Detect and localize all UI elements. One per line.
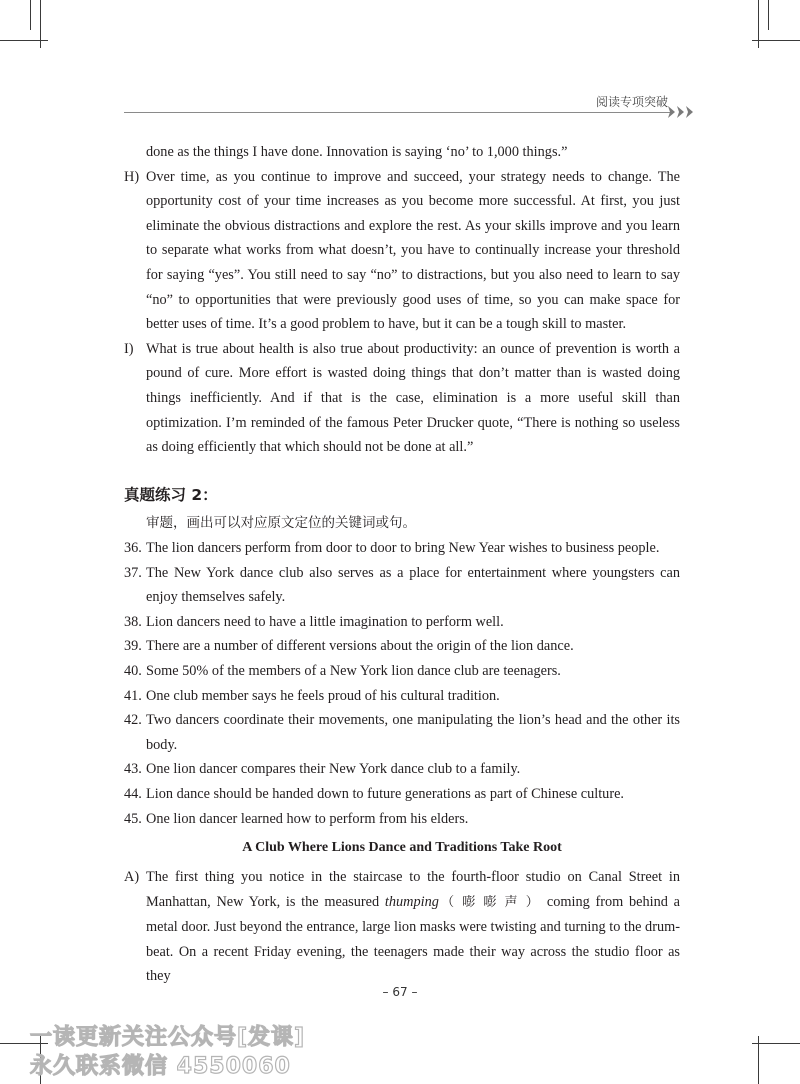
question-text: One lion dancer learned how to perform from his elders. — [146, 810, 469, 827]
question-item — [124, 610, 680, 635]
paragraph-text: What is true about health is also true about productivity: an ounce of prevention is worth a pound of cure. More effort is wasted doing things that don’t matter than is wasted doing things inefficiently. And if that is the case, elimination is a more useful skill than optimization. I’m reminded of the famous Peter Drucker quote, “There is nothing so useless as doing efficiently that which should not be done at all.” — [146, 340, 680, 456]
page-number: – 67 – — [382, 985, 418, 999]
crop-mark-bottom-right-h — [752, 1043, 800, 1044]
crop-mark-top-left-h — [0, 40, 48, 41]
question-item — [124, 659, 680, 684]
question-text: Lion dancers need to have a little imagination to perform well. — [146, 613, 504, 630]
question-text: Two dancers coordinate their movements, one manipulating the lion’s head and the other its body. — [146, 712, 680, 753]
paragraph-i — [124, 337, 680, 460]
passage-continuation — [124, 140, 680, 460]
italic-word: thumping — [384, 893, 439, 910]
header-rule — [124, 112, 672, 113]
paragraph-label: I) — [124, 340, 134, 357]
question-number: 37. — [124, 564, 142, 581]
watermark-line-2: 永久联系微信 4550060 — [30, 1054, 291, 1079]
question-item — [124, 708, 680, 757]
passage-intro-line: done as the things I have done. Innovation is saying ‘no’ to 1,000 things.” — [146, 144, 568, 160]
question-number: 43. — [124, 761, 142, 778]
question-text: Some 50% of the members of a New York lion dance club are teenagers. — [146, 662, 561, 679]
question-item — [124, 807, 680, 832]
question-item — [124, 684, 680, 709]
crop-mark-top-right-v2 — [768, 0, 769, 30]
exercise-heading: 真题练习 2： — [124, 486, 218, 504]
question-text: The lion dancers perform from door to door to bring New Year wishes to business people. — [146, 540, 660, 556]
paragraph-text: Over time, as you continue to improve and succeed, your strategy needs to change. The opportunity cost of your time increases as you become more successful. At first, you just eliminate the obvious distractions and explore the rest. As your skills improve and you learn to separate what works from what doesn’t, you have to continually increase your threshold for saying “yes”. You still need to say “no” to distractions, but you also need to learn to say “no” to opportunities that were previously good uses of time, so you can make space for better uses of time. It’s a good problem to have, but it can be a tough skill to master. — [146, 168, 680, 333]
chinese-gloss: （嘭嘭声） — [438, 894, 547, 910]
paragraph-h — [124, 165, 680, 337]
paragraph-text-after: coming from behind a metal door. Just beyond the entrance, large lion masks were twisting and turning to the drum-beat. On a recent Friday evening, the teenagers made their way across the studio floor as they — [146, 893, 680, 985]
running-header-title: 阅读专项突破 — [595, 95, 668, 109]
question-number: 44. — [124, 785, 142, 802]
question-number: 36. — [124, 540, 142, 556]
paragraph-label: A) — [124, 869, 140, 885]
question-number: 41. — [124, 687, 142, 704]
crop-mark-top-left-v2 — [30, 0, 31, 30]
question-text: One club member says he feels proud of his cultural tradition. — [146, 687, 500, 704]
crop-mark-top-right-h — [752, 40, 800, 41]
paragraph-label: H) — [124, 168, 140, 185]
article-body — [124, 865, 680, 989]
exercise-instruction: 审题，画出可以对应原文定位的关键词或句。 — [146, 515, 416, 531]
question-text: Lion dance should be handed down to future generations as part of Chinese culture. — [146, 785, 625, 802]
question-item — [124, 536, 680, 561]
question-number: 40. — [124, 662, 142, 679]
triple-arrow-icon — [668, 103, 698, 121]
question-number: 42. — [124, 712, 142, 729]
question-item — [124, 757, 680, 782]
paragraph-a — [124, 865, 680, 989]
article-title: A Club Where Lions Dance and Traditions Take Root — [242, 840, 562, 855]
question-item — [124, 561, 680, 610]
question-item — [124, 634, 680, 659]
question-text: One lion dancer compares their New York dance club to a family. — [146, 761, 521, 778]
watermark-line-1: 一读更新关注公众号[发课] — [30, 1025, 306, 1050]
paragraph-text-before: The first thing you notice in the staircase to the fourth-floor studio on Canal Street in Manhattan, New York, is the measured — [146, 869, 680, 910]
question-number: 45. — [124, 810, 142, 827]
question-item — [124, 782, 680, 807]
question-text: There are a number of different versions about the origin of the lion dance. — [146, 638, 574, 655]
question-list — [124, 536, 680, 831]
question-number: 39. — [124, 638, 142, 655]
question-number: 38. — [124, 613, 142, 630]
question-text: The New York dance club also serves as a place for entertainment where youngsters can enjoy themselves safely. — [146, 564, 680, 606]
